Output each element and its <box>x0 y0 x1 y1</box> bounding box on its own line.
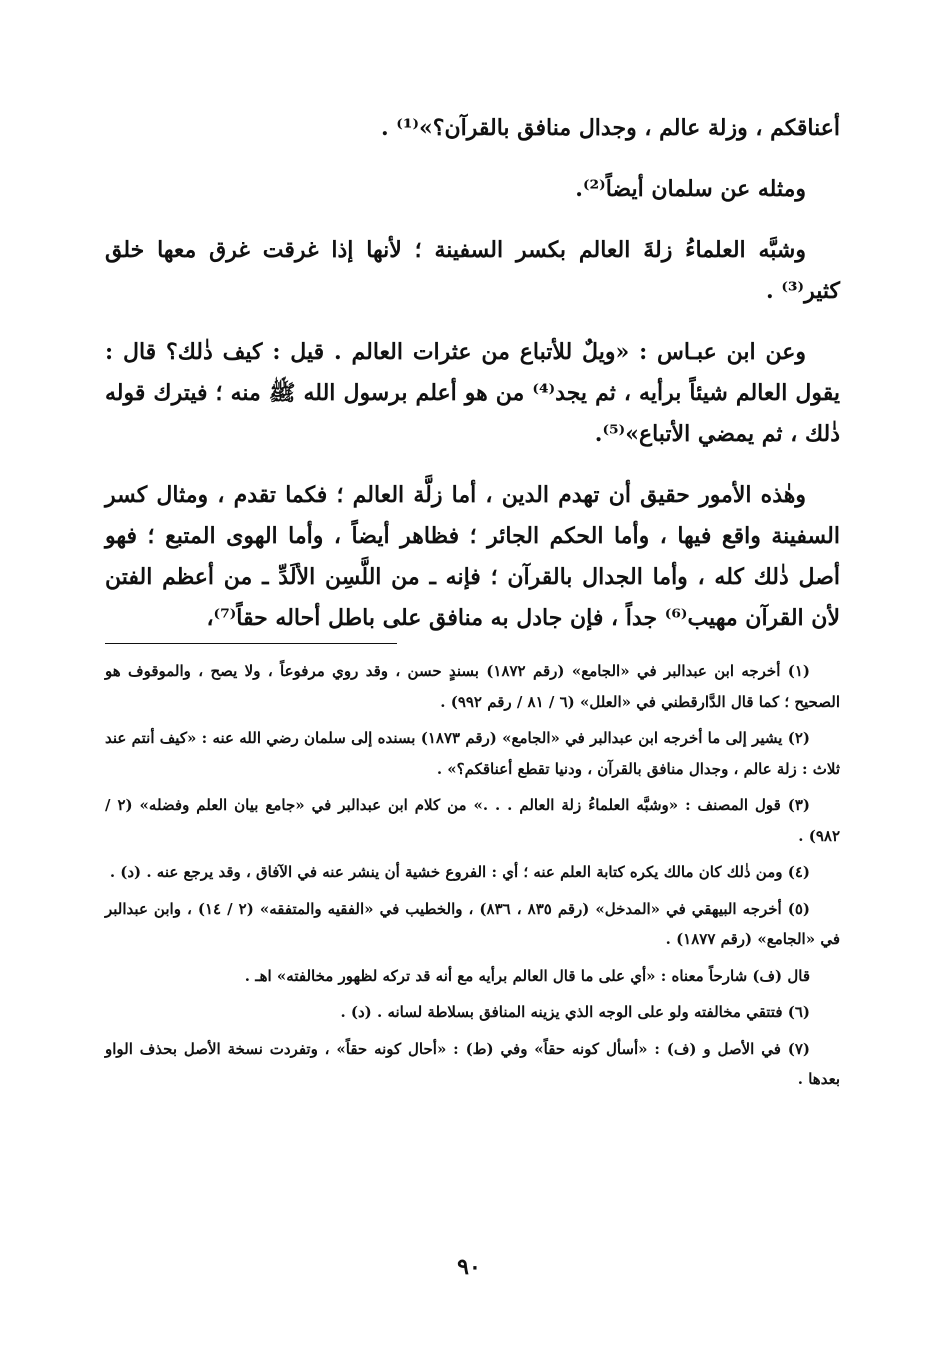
footnote: (١) أخرجه ابن عبدالبر في «الجامع» (رقم ١٨٧٢) بسندٍ حسن ، وقد روي مرفوعاً ، ولا يصح ، والموقوف هو الصحيح ؛ كما قال الدَّارقطني في «العلل» (٦ / ٨١ / رقم ٩٩٢) . <box>105 662 840 711</box>
main-paragraph: وعن ابن عبـاس : «ويلٌ للأتباع من عثرات العالم . قيل : كيف ذٰلك؟ قال : يقول العالم شيئاً برأيه ، ثم يجد⁽⁴⁾ من هو أعلم برسول الله ﷺ منه ؛ فيترك قوله ذٰلك ، ثم يمضي الأتباع»⁽⁵⁾. <box>105 339 841 447</box>
footnote: (٢) يشير إلى ما أخرجه ابن عبدالبر في «الجامع» (رقم ١٨٧٣) بسنده إلى سلمان رضي الله عنه : «كيف أنتم عند ثلاث : زلة عالم ، وجدال منافق بالقرآن ، ودنيا تقطع أعناقكم؟» . <box>105 729 840 778</box>
footnote: (٣) قول المصنف : «وشبَّه العلماءُ زلة العالم . . .» من كلام ابن عبدالبر في «جامع بيان العلم وفضله» (٢ / ٩٨٢) . <box>105 796 840 845</box>
footnote: (٥) أخرجه البيهقي في «المدخل» (رقم ٨٣٥ ، ٨٣٦) ، والخطيب في «الفقيه والمتفقه» (٢ / ١٤) ، وابن عبدالبر في «الجامع» (رقم ١٨٧٧) . <box>105 899 840 948</box>
footnote: (٤) ومن ذٰلك كان مالك يكره كتابة العلم عنه ؛ أي : الفروع خشية أن ينشر عنه في الآفاق ، وقد يرجع عنه . (د) . <box>109 863 810 881</box>
footnote-separator <box>105 643 397 644</box>
page-number: ٩٠ <box>457 1254 481 1280</box>
main-paragraph: أعناقكم ، وزلة عالم ، وجدال منافق بالقرآن؟»⁽¹⁾ . <box>380 115 840 141</box>
main-paragraph: وشبَّه العلماءُ زلةَ العالم بكسر السفينة ؛ لأنها إذا غرقت غرق معها خلق كثير⁽³⁾ . <box>105 237 840 304</box>
footnote: قال (ف) شارحاً معناه : «أي على ما قال العالم برأيه مع أنه قد تركه لظهور مخالفته» اهـ . <box>244 966 810 985</box>
main-paragraph: ومثله عن سلمان أيضاً⁽²⁾. <box>575 176 806 202</box>
page-content <box>105 108 840 1101</box>
main-text <box>105 108 840 639</box>
footnotes <box>105 656 840 1095</box>
main-paragraph: وهٰذه الأمور حقيق أن تهدم الدين ، أما زلَّة العالم ؛ فكما تقدم ، ومثال كسر السفينة واقع فيها ، وأما الحكم الجائر ؛ فظاهر أيضاً ، وأما الهوى المتبع ؛ فهو أصل ذٰلك كله ، وأما الجدال بالقرآن ؛ فإنه ـ من اللَّسِن الألَدِّ ـ من أعظم الفتن لأن القرآن مهيب⁽⁶⁾ جداً ، فإن جادل به منافق على باطل أحاله حقاً⁽⁷⁾، <box>105 482 840 631</box>
footnote: (٧) في الأصل و (ف) : «أسأل كونه حقاً» وفي (ط) : «أحال كونه حقاً» ، وتفردت نسخة الأصل بحذف الواو بعدها . <box>105 1039 840 1088</box>
footnote: (٦) فتتقي مخالفته ولو على الوجه الذي يزينه المنافق بسلاطة لسانه . (د) . <box>340 1003 810 1021</box>
